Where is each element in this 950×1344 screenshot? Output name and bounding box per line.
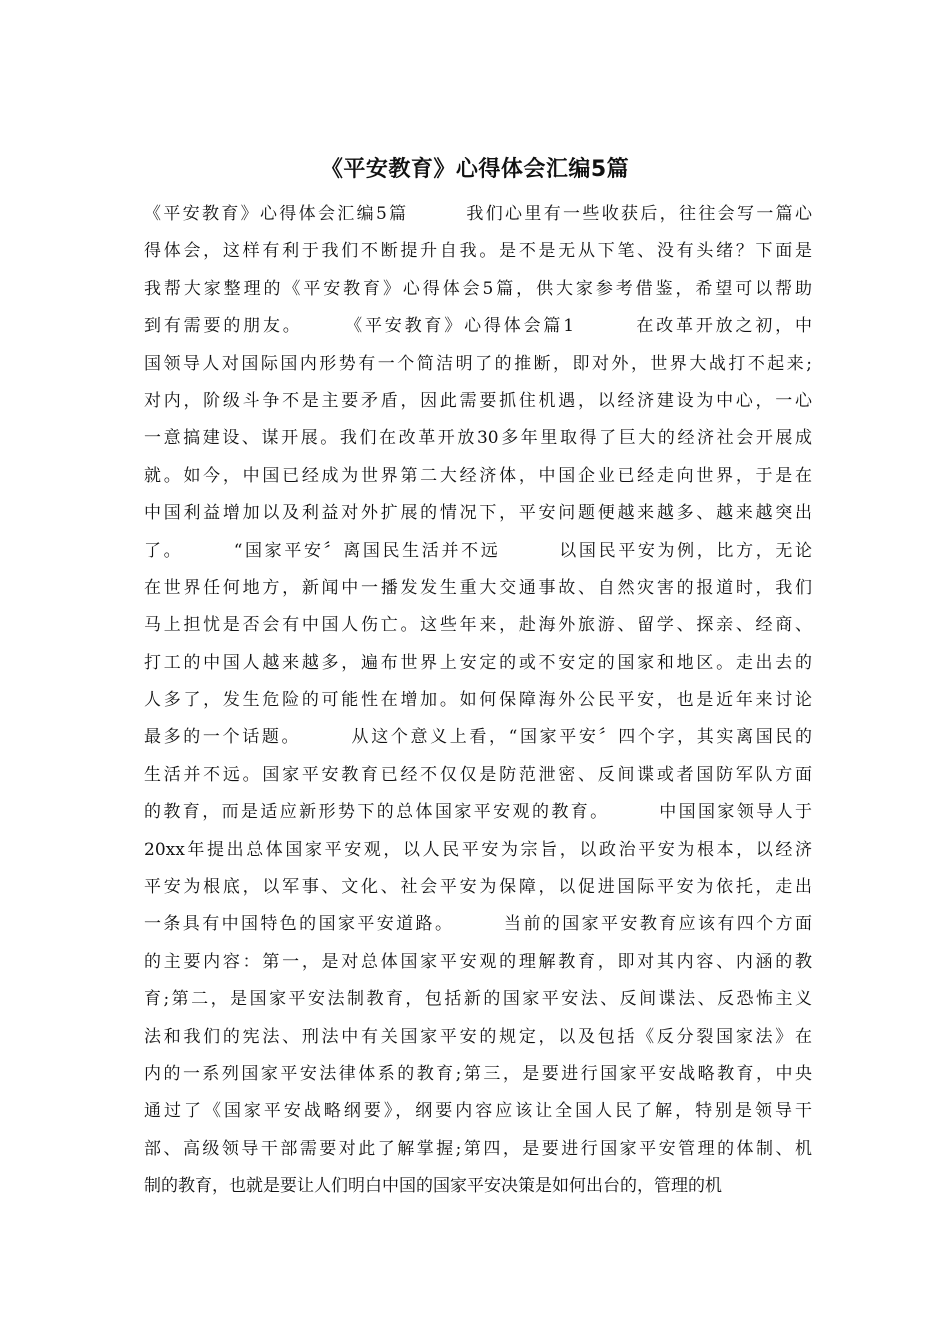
body-line: 一条具有中国特色的国家平安道路。 当前的国家平安教育应该有四个方面 (144, 914, 812, 935)
body-line: 一意搞建设、谋开展。我们在改革开放30多年里取得了巨大的经济社会开展成 (144, 428, 812, 449)
body-line: 就。如今，中国已经成为世界第二大经济体，中国企业已经走向世界，于是在 (144, 465, 812, 486)
body-line: 中国利益增加以及利益对外扩展的情况下，平安问题便越来越多、越来越突出 (144, 503, 812, 524)
body-line: 对内，阶级斗争不是主要矛盾，因此需要抓住机遇，以经济建设为中心，一心 (144, 390, 812, 411)
body-line: 平安为根底，以军事、文化、社会平安为保障，以促进国际平安为依托，走出 (144, 877, 812, 898)
body-line: 制的教育，也就是要让人们明白中国的国家平安决策是如何出台的，管理的机 (144, 1176, 722, 1197)
document-body (144, 196, 812, 1206)
body-line: 我帮大家整理的《平安教育》心得体会5篇，供大家参考借鉴，希望可以帮助 (144, 278, 812, 299)
body-line: 通过了《国家平安战略纲要》，纲要内容应该让全国人民了解，特别是领导干 (144, 1101, 812, 1122)
body-line: 育;第二，是国家平安法制教育，包括新的国家平安法、反间谍法、反恐怖主义 (144, 989, 812, 1010)
body-line: 《平安教育》心得体会汇编5篇 我们心里有一些收获后，往往会写一篇心 (144, 204, 812, 224)
document-title: 《平安教育》心得体会汇编5篇 (320, 157, 630, 182)
body-line: 人多了，发生危险的可能性在增加。如何保障海外公民平安，也是近年来讨论 (144, 690, 812, 711)
body-line: 的教育，而是适应新形势下的总体国家平安观的教育。 中国国家领导人于 (144, 802, 812, 823)
body-line: 得体会，这样有利于我们不断提升自我。是不是无从下笔、没有头绪？下面是 (144, 241, 812, 262)
body-line: 的主要内容：第一，是对总体国家平安观的理解教育，即对其内容、内涵的教 (144, 951, 812, 972)
body-line: 最多的一个话题。 从这个意义上看，“国家平安〞四个字，其实离国民的 (144, 727, 812, 748)
body-line: 了。 “国家平安〞离国民生活并不远 以国民平安为例，比方，无论 (144, 540, 812, 561)
body-line: 在世界任何地方，新闻中一播发发生重大交通事故、自然灾害的报道时，我们 (144, 577, 812, 598)
body-line: 国领导人对国际国内形势有一个简洁明了的推断，即对外，世界大战打不起来; (144, 353, 812, 374)
body-line: 马上担忧是否会有中国人伤亡。这些年来，赴海外旅游、留学、探亲、经商、 (144, 615, 812, 636)
body-line: 打工的中国人越来越多，遍布世界上安定的或不安定的国家和地区。走出去的 (144, 652, 812, 673)
body-line: 内的一系列国家平安法律体系的教育;第三，是要进行国家平安战略教育，中央 (144, 1063, 812, 1084)
body-line: 到有需要的朋友。 《平安教育》心得体会篇1 在改革开放之初，中 (144, 316, 812, 337)
body-line: 法和我们的宪法、刑法中有关国家平安的规定，以及包括《反分裂国家法》在 (144, 1026, 812, 1047)
body-line: 生活并不远。国家平安教育已经不仅仅是防范泄密、反间谍或者国防军队方面 (144, 764, 812, 785)
body-line: 部、高级领导干部需要对此了解掌握;第四，是要进行国家平安管理的体制、机 (144, 1138, 812, 1159)
body-line: 20xx年提出总体国家平安观，以人民平安为宗旨，以政治平安为根本，以经济 (144, 839, 812, 860)
